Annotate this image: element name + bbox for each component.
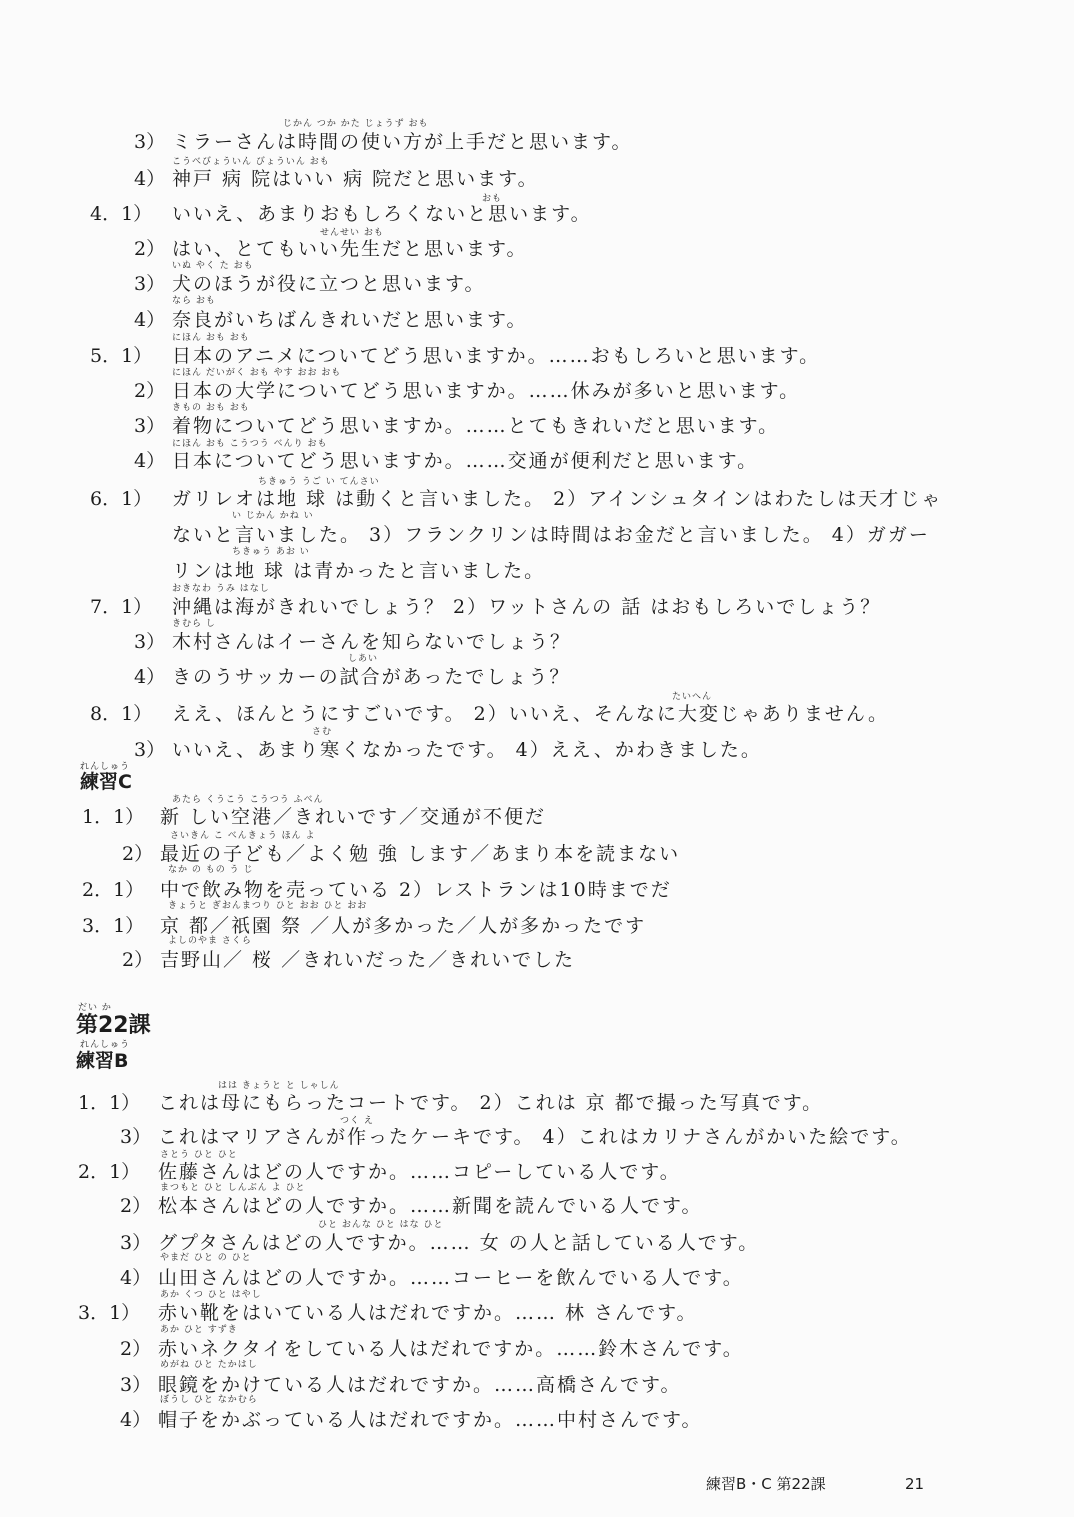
item-number: 8．1） (90, 703, 153, 725)
ruby-annotation: だい か (78, 1003, 112, 1013)
item-number: 4） (120, 1409, 152, 1431)
item-number: 3） (134, 739, 166, 761)
answer-line: ミラーさんは時間の使い方が上手だと思います。 (172, 131, 633, 153)
answer-line: これは母にもらったコートです。 2）これは 京 都で撮った写真です。 (158, 1092, 824, 1114)
ruby-annotation: きむら し (172, 619, 216, 629)
ruby-annotation: なら おも (172, 296, 216, 306)
answer-line: 木村さんはイーさんを知らないでしょう？ (172, 631, 572, 653)
item-number: 2．1） (82, 879, 145, 901)
answer-line: 松本さんはどの人ですか。……新聞を読んでいる人です。 (158, 1195, 703, 1217)
section-heading-practice-c: 練習C (80, 771, 132, 793)
ruby-annotation: まつもと ひと しんぶん よ ひと (160, 1183, 306, 1193)
item-number: 2） (134, 238, 166, 260)
ruby-annotation: さいきん こ べんきょう ほん よ (170, 831, 316, 841)
ruby-annotation: ひと おんな ひと はな ひと (318, 1220, 444, 1230)
item-number: 4） (134, 450, 166, 472)
item-number: 7．1） (90, 596, 153, 618)
item-number: 2．1） (78, 1161, 141, 1183)
item-number: 4） (134, 666, 166, 688)
ruby-annotation: せんせい おも (320, 228, 384, 238)
item-number: 2） (120, 1338, 152, 1360)
answer-line: 最近の子ども／よく勉 強 します／あまり本を読まない (160, 843, 681, 865)
ruby-annotation: よしのやま さくら (168, 936, 252, 946)
answer-line: 帽子をかぶっている人はだれですか。……中村さんです。 (158, 1409, 703, 1431)
item-number: 4．1） (90, 203, 153, 225)
answer-line: いいえ、あまり寒くなかったです。 4）ええ、かわきました。 (172, 739, 762, 761)
item-number: 3．1） (82, 915, 145, 937)
answer-line: 日本についてどう思いますか。……交通が便利だと思います。 (172, 450, 759, 472)
item-number: 3） (120, 1374, 152, 1396)
ruby-annotation: い じかん かね い (232, 511, 314, 521)
ruby-annotation: ぼうし ひと なかむら (160, 1395, 258, 1405)
answer-line: 京 都／祇園 祭 ／人が多かった／人が多かったです (160, 915, 647, 937)
answer-line: はい、とてもいい先生だと思います。 (172, 238, 528, 260)
answer-line: 赤いネクタイをしている人はだれですか。……鈴木さんです。 (158, 1338, 744, 1360)
answer-line: きのうサッカーの試合があったでしょう？ (172, 666, 571, 688)
ruby-annotation: さむ (312, 727, 333, 737)
item-number: 3） (134, 273, 166, 295)
ruby-annotation: あか ひと すずき (160, 1325, 238, 1335)
answer-line: 神戸 病 院はいい 病 院だと思います。 (172, 168, 539, 190)
answer-line: いいえ、あまりおもしろくないと思います。 (172, 203, 592, 225)
section-heading-practice-b: 練習B (76, 1050, 129, 1072)
answer-line: ええ、ほんとうにすごいです。 2）いいえ、そんなに大変じゃありません。 (172, 703, 890, 725)
answer-line: 着物についてどう思いますか。……とてもきれいだと思います。 (172, 415, 780, 437)
answer-line: リンは地 球 は青かったと言いました。 (172, 560, 546, 582)
ruby-annotation: さとう ひと ひと (160, 1150, 238, 1160)
item-number: 3） (120, 1232, 152, 1254)
ruby-annotation: あか くつ ひと はやし (160, 1290, 262, 1300)
answer-line: グプタさんはどの人ですか。…… 女 の人と話している人です。 (158, 1232, 760, 1254)
running-footer: 練習B・C 第22課 (706, 1475, 826, 1493)
item-number: 3） (120, 1126, 152, 1148)
item-number: 6．1） (90, 488, 153, 510)
ruby-annotation: やまだ ひと の ひと (160, 1253, 252, 1263)
lesson-title: 第22課 (76, 1013, 151, 1038)
item-number: 3） (134, 631, 166, 653)
answer-line: 吉野山／ 桜 ／きれいだった／きれいでした (160, 949, 576, 971)
ruby-annotation: れんしゅう (80, 1040, 131, 1050)
answer-line: 日本の大学についてどう思いますか。……休みが多いと思います。 (172, 380, 801, 402)
ruby-annotation: こうべびょういん びょういん おも (172, 157, 330, 167)
item-number: 2） (122, 843, 154, 865)
ruby-annotation: たいへん (672, 692, 713, 702)
ruby-annotation: にほん おも おも (172, 333, 250, 343)
item-number: 2） (120, 1195, 152, 1217)
answer-line: 眼鏡をかけている人はだれですか。……高橋さんです。 (158, 1374, 682, 1396)
item-number: 4） (134, 168, 166, 190)
ruby-annotation: きょうと ぎおんまつり ひと おお ひと おお (168, 901, 368, 911)
answer-line: 奈良がいちばんきれいだと思います。 (172, 309, 528, 331)
answer-line: 赤い靴をはいている人はだれですか。…… 林 さんです。 (158, 1302, 698, 1324)
ruby-annotation: じかん つか かた じょうず おも (283, 119, 429, 129)
answer-line: 犬のほうが役に立つと思います。 (172, 273, 486, 295)
answer-line: ないと言いました。 3）フランクリンは時間はお金だと言いました。 4）ガガー (172, 524, 930, 546)
ruby-annotation: にほん だいがく おも やす おお おも (172, 368, 342, 378)
ruby-annotation: しあい (348, 654, 379, 664)
answer-line: 佐藤さんはどの人ですか。……コピーしている人です。 (158, 1161, 681, 1183)
item-number: 4） (134, 309, 166, 331)
item-number: 5．1） (90, 345, 153, 367)
ruby-annotation: なか の もの う じ (168, 865, 254, 875)
ruby-annotation: きもの おも おも (172, 403, 250, 413)
answer-line: 日本のアニメについてどう思いますか。……おもしろいと思います。 (172, 345, 821, 367)
item-number: 2） (134, 380, 166, 402)
ruby-annotation: あたら くうこう こうつう ふべん (172, 795, 324, 805)
item-number: 3） (134, 131, 166, 153)
ruby-annotation: ちきゅう あお い (232, 547, 310, 557)
item-number: 3．1） (78, 1302, 141, 1324)
ruby-annotation: めがね ひと たかはし (160, 1360, 258, 1370)
page-number: 21 (905, 1475, 925, 1493)
item-number: 3） (134, 415, 166, 437)
answer-line: これはマリアさんが作ったケーキです。 4）これはカリナさんがかいた絵です。 (158, 1126, 912, 1148)
ruby-annotation: はは きょうと と しゃしん (218, 1081, 340, 1091)
item-number: 1．1） (82, 806, 145, 828)
item-number: 2） (122, 949, 154, 971)
item-number: 1．1） (78, 1092, 141, 1114)
answer-line: ガリレオは地 球 は動くと言いました。 2）アインシュタインはわたしは天才じゃ (172, 488, 943, 510)
ruby-annotation: ちきゅう うご い てんさい (258, 477, 380, 487)
ruby-annotation: おも (482, 194, 503, 204)
ruby-annotation: つく え (340, 1116, 374, 1126)
answer-line: 山田さんはどの人ですか。……コーヒーを飲んでいる人です。 (158, 1267, 744, 1289)
ruby-annotation: いぬ やく た おも (172, 261, 254, 271)
answer-line: 新 しい空港／きれいです／交通が不便だ (160, 806, 547, 828)
answer-line: 沖縄は海がきれいでしょう？ 2）ワットさんの 話 はおもしろいでしょう？ (172, 596, 882, 618)
ruby-annotation: にほん おも こうつう べんり おも (172, 439, 328, 449)
answer-line: 中で飲み物を売っている 2）レストランは10時までだ (160, 879, 672, 901)
item-number: 4） (120, 1267, 152, 1289)
ruby-annotation: おきなわ うみ はなし (172, 584, 270, 594)
ruby-annotation: れんしゅう (80, 762, 131, 772)
